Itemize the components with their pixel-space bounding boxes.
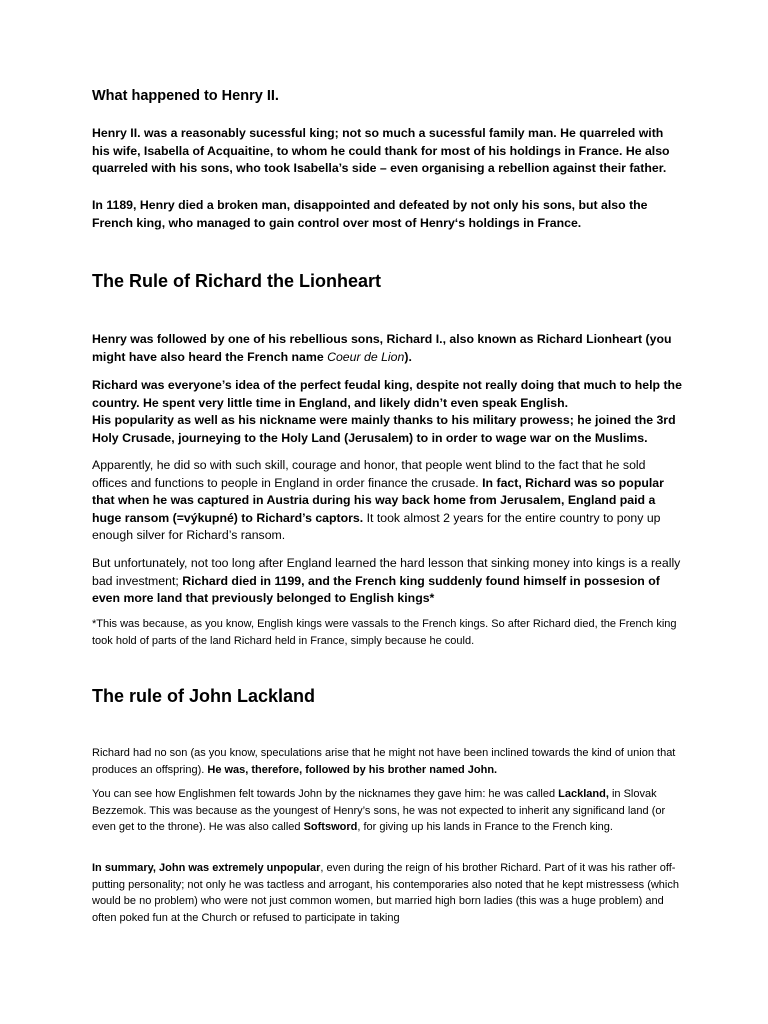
paragraph-richard-ransom — [92, 457, 682, 545]
text-richard-i: Richard I. — [386, 332, 443, 346]
heading-henry-ii: What happened to Henry II. — [92, 88, 279, 104]
paragraph-john-unpopular — [92, 860, 682, 926]
text-softsword: Softsword — [303, 821, 358, 833]
text-segment: ). — [404, 349, 412, 364]
text-richard-lionheart: Richard Lionheart — [536, 332, 643, 346]
text-segment: It took almost 2 years for the entire country to pony up enough silver for Richard’s ransom. — [92, 510, 661, 542]
paragraph-richard-death — [92, 555, 682, 608]
text-segment: Apparently, he did so with such skill, courage and honor, that people went blind to the fact that he sold offices and functions to people in England in order finance the crusade. — [92, 458, 646, 490]
text-segment: in Slovak Bezzemok. This was because as the youngest of Henry’s sons, he was not expected to inherit any significand land (or even get to the throne). He was also called — [92, 788, 666, 833]
text-segment: Henry was followed by one of his rebellious sons, — [92, 332, 387, 346]
text-coeur-de-lion: Coeur de Lion — [327, 349, 405, 364]
text-john-unpopular: In summary, John was extremely unpopular — [92, 862, 321, 874]
text-segment: His popularity as well as his nickname were mainly thanks to his military prowess; he joined the 3rd Holy Crusade, journeying to the Holy Land (Jerusalem) to in order to wage war on the Muslims. — [92, 413, 676, 445]
paragraph-richard-intro — [92, 331, 682, 366]
paragraph-richard-feudal-king — [92, 377, 682, 447]
paragraph-john-succession — [92, 745, 682, 778]
text-richard-death-highlight: Richard died in 1199, and the French king suddenly found himself in possesion of even more land that previously belonged to English kings* — [92, 573, 660, 605]
heading-john-lackland: The rule of John Lackland — [92, 686, 316, 706]
text-john-followed: He was, therefore, followed by his brother named John. — [207, 763, 498, 776]
paragraph-henry-quarrels: Henry II. was a reasonably sucessful king; not so much a sucessful family man. He quarreled with his wife, Isabella of Acquaitine, to whom he could thank for most of his holdings in France. He also quarreled with his sons, who took Isabella’s side – even organising a rebellion against their father. — [92, 126, 670, 175]
paragraph-john-nicknames — [92, 786, 682, 836]
text-segment: But unfortunately, not too long after England learned the hard lesson that sinking money into kings is a really bad investment; — [92, 556, 681, 588]
footnote-vassals: *This was because, as you know, English kings were vassals to the French kings. So after Richard died, the French king took hold of parts of the land Richard held in France, simply because he could. — [92, 618, 677, 647]
text-segment: You can see how Englishmen felt towards John by the nicknames they gave him: he was called — [92, 788, 559, 800]
paragraph-henry-death: In 1189, Henry died a broken man, disappointed and defeated by not only his sons, but also the French king, who managed to gain control over most of Henry‘s holdings in France. — [92, 198, 648, 230]
text-segment: , also known as — [442, 332, 537, 346]
text-segment: (you might have also heard the French name — [92, 332, 672, 364]
heading-richard-lionheart: The Rule of Richard the Lionheart — [92, 271, 382, 291]
text-lackland: Lackland, — [558, 788, 609, 800]
text-segment: Richard was everyone’s idea of the perfect feudal king, despite not really doing that much to help the country. He spent very little time in England, and likely didn’t even speak English. — [92, 378, 682, 410]
text-ransom-highlight: In fact, Richard was so popular that when he was captured in Austria during his way back home from Jerusalem, England paid a huge ransom (=výkupné) to Richard’s captors. — [92, 475, 664, 525]
text-segment: , for giving up his lands in France to the French king. — [357, 821, 613, 833]
text-segment: Richard had no son (as you know, speculations arise that he might not have been inclined towards the kind of union that produces an offspring). — [92, 747, 676, 776]
text-segment: , even during the reign of his brother Richard. Part of it was his rather off-putting personality; not only he was tactless and arrogant, his contemporaries also noted that he kept mistressess (which would be no problem) who were not just common women, but married high born ladies (this was a huge problem) and often poked fun at the Church or refused to participate in taking — [92, 862, 679, 924]
